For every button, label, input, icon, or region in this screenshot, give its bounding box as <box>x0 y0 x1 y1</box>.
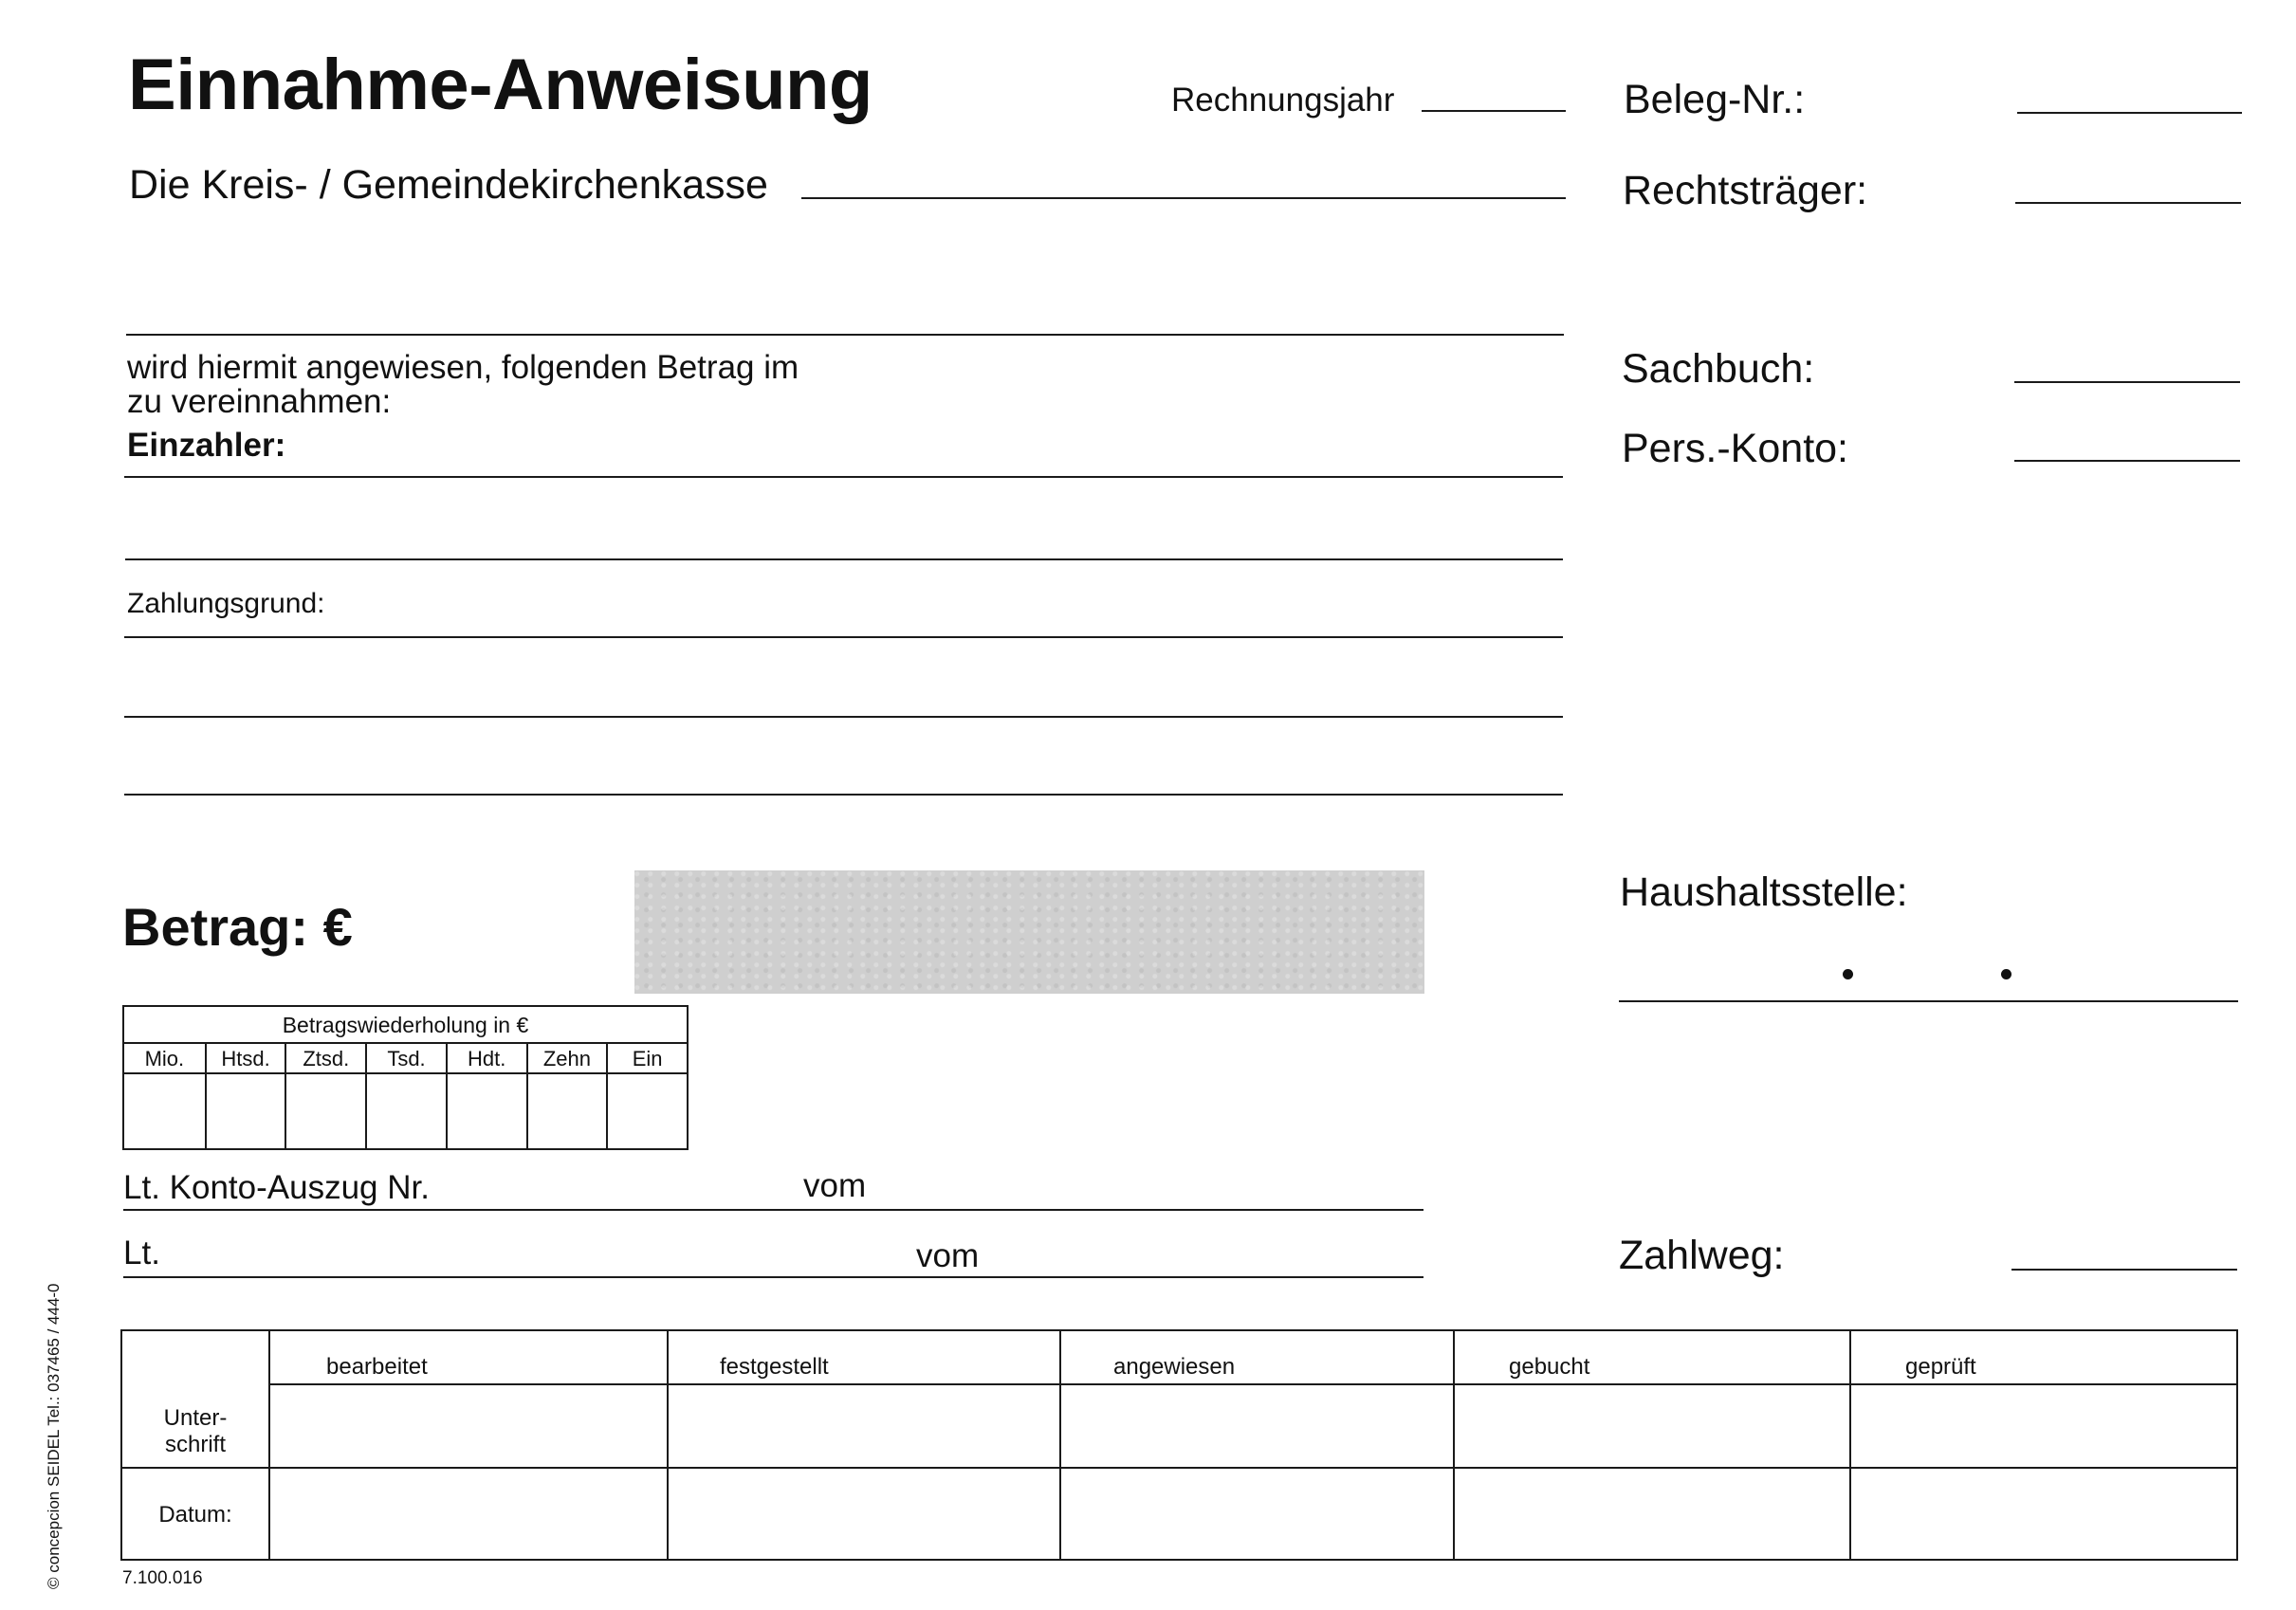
rep-col-zehn[interactable] <box>526 1044 607 1148</box>
betrag-amount-field[interactable] <box>634 870 1424 994</box>
zahlweg-label: Zahlweg: <box>1619 1233 1785 1278</box>
zahlweg-field[interactable] <box>2011 1269 2237 1271</box>
rep-head-zehn: Zehn <box>528 1044 607 1074</box>
lt-label: Lt. <box>123 1235 160 1272</box>
pers-konto-field[interactable] <box>2014 460 2240 462</box>
instruction-line-1: wird hiermit angewiesen, folgenden Betrag im <box>127 349 799 386</box>
sig-head-angewiesen: angewiesen <box>1113 1354 1236 1380</box>
instruction-line-2: zu vereinnahmen: <box>127 383 392 420</box>
lt-field[interactable] <box>123 1276 1424 1278</box>
divider <box>1849 1331 1851 1559</box>
sig-head-gebucht: gebucht <box>1509 1354 1590 1380</box>
sig-cell-geprueft-datum[interactable] <box>1852 1470 2235 1559</box>
sig-head-geprueft: geprüft <box>1905 1354 1976 1380</box>
rep-col-hdt[interactable] <box>446 1044 526 1148</box>
sig-cell-angewiesen-unterschrift[interactable] <box>1062 1386 1451 1466</box>
divider <box>268 1331 270 1559</box>
haushaltsstelle-field[interactable] <box>1619 1000 2238 1002</box>
sig-cell-festgestellt-unterschrift[interactable] <box>670 1386 1057 1466</box>
sig-head-bearbeitet: bearbeitet <box>326 1354 428 1380</box>
zahlungsgrund-label: Zahlungsgrund: <box>127 588 325 619</box>
rep-head-tsd: Tsd. <box>367 1044 446 1074</box>
rep-head-ztsd: Ztsd. <box>286 1044 365 1074</box>
rechtstraeger-label: Rechtsträger: <box>1623 168 1868 213</box>
form-title: Einnahme-Anweisung <box>128 45 872 125</box>
kasse-field[interactable] <box>801 197 1566 199</box>
sig-cell-festgestellt-datum[interactable] <box>670 1470 1057 1559</box>
zahlungsgrund-field-3[interactable] <box>124 794 1563 796</box>
sig-row-unterschrift: Unter- schrift <box>163 1405 228 1457</box>
betragswiederholung-table <box>122 1005 689 1150</box>
rep-col-ein[interactable] <box>606 1044 687 1148</box>
rechnungsjahr-label: Rechnungsjahr <box>1171 82 1395 119</box>
rep-col-tsd[interactable] <box>365 1044 446 1148</box>
sachbuch-field[interactable] <box>2014 381 2240 383</box>
beleg-nr-field[interactable] <box>2017 112 2242 114</box>
sig-cell-angewiesen-datum[interactable] <box>1062 1470 1451 1559</box>
sig-cell-geprueft-unterschrift[interactable] <box>1852 1386 2235 1466</box>
haushaltsstelle-label: Haushaltsstelle: <box>1620 869 1908 915</box>
vom-label-1: vom <box>803 1167 867 1204</box>
sig-cell-bearbeitet-unterschrift[interactable] <box>271 1386 665 1466</box>
divider <box>122 1467 2236 1469</box>
einzahler-field-2[interactable] <box>125 558 1563 560</box>
divider <box>667 1331 669 1559</box>
copyright-text: © concepcion SEIDEL Tel.: 037465 / 444-0 <box>45 1283 63 1589</box>
sig-row-datum: Datum: <box>158 1502 232 1528</box>
zahlungsgrund-field-2[interactable] <box>124 716 1563 718</box>
betrag-label: Betrag: € <box>122 897 353 957</box>
haushaltsstelle-separator-dot <box>1843 969 1853 979</box>
zahlungsgrund-field-1[interactable] <box>124 636 1563 638</box>
divider <box>268 1383 2236 1385</box>
rechnungsjahr-field[interactable] <box>1422 110 1566 112</box>
einzahler-label: Einzahler: <box>127 427 286 464</box>
sig-head-festgestellt: festgestellt <box>720 1354 829 1380</box>
rechtstraeger-field[interactable] <box>2015 202 2241 204</box>
divider <box>1453 1331 1455 1559</box>
sachbuch-label: Sachbuch: <box>1622 346 1815 392</box>
rep-head-htsd: Htsd. <box>207 1044 285 1074</box>
sig-cell-bearbeitet-datum[interactable] <box>271 1470 665 1559</box>
rep-col-ztsd[interactable] <box>285 1044 365 1148</box>
divider <box>1059 1331 1061 1559</box>
rep-col-htsd[interactable] <box>205 1044 285 1148</box>
rep-head-mio: Mio. <box>124 1044 205 1074</box>
form-number: 7.100.016 <box>122 1568 203 1588</box>
pers-konto-label: Pers.-Konto: <box>1622 426 1848 471</box>
betragswiederholung-title: Betragswiederholung in € <box>282 1013 529 1037</box>
beleg-nr-label: Beleg-Nr.: <box>1624 77 1806 122</box>
haushaltsstelle-separator-dot <box>2001 969 2011 979</box>
rep-head-hdt: Hdt. <box>448 1044 526 1074</box>
rep-col-mio[interactable] <box>124 1044 205 1148</box>
rep-head-ein: Ein <box>608 1044 687 1074</box>
kasse-field-line-2[interactable] <box>126 334 1564 336</box>
kasse-label: Die Kreis- / Gemeindekirchenkasse <box>129 162 768 208</box>
sig-cell-gebucht-datum[interactable] <box>1456 1470 1847 1559</box>
einzahler-field-1[interactable] <box>124 476 1563 478</box>
kontoauszug-label: Lt. Konto-Auszug Nr. <box>123 1169 430 1206</box>
signature-table <box>120 1329 2238 1561</box>
kontoauszug-field[interactable] <box>123 1209 1424 1211</box>
vom-label-2: vom <box>916 1237 980 1274</box>
sig-cell-gebucht-unterschrift[interactable] <box>1456 1386 1847 1466</box>
